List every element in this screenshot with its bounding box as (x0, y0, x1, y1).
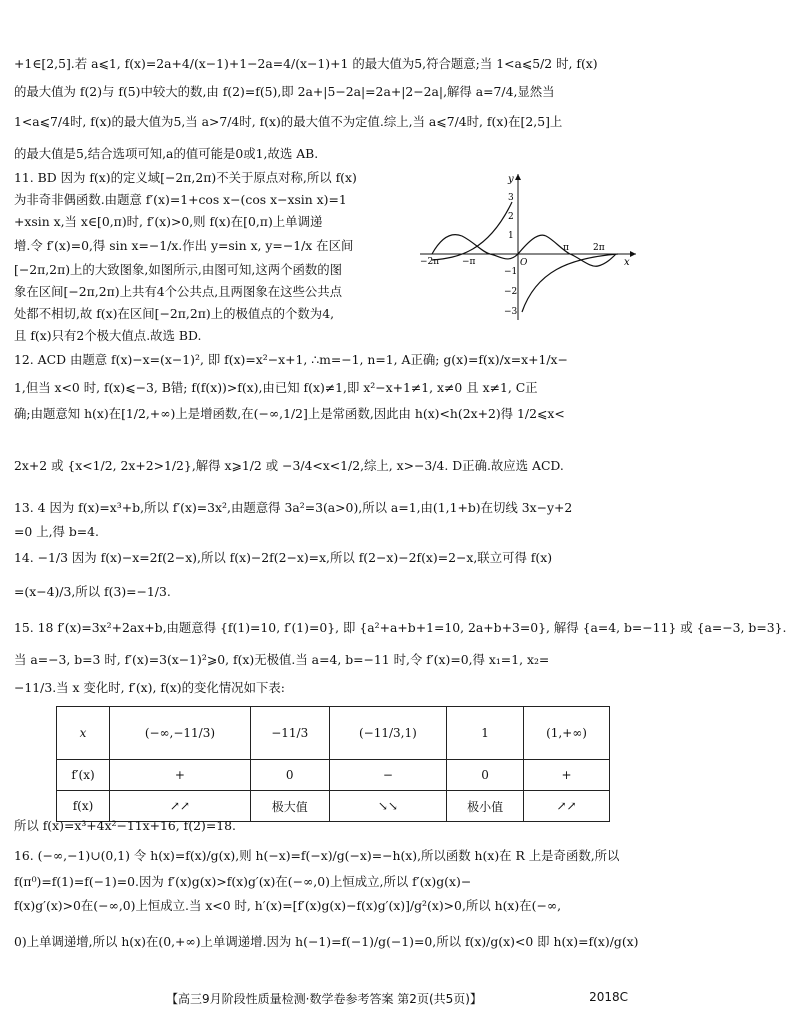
table-cell: + (109, 760, 250, 791)
table-cell: 极大值 (250, 791, 329, 822)
y-tick-label: −3 (504, 307, 518, 317)
x-tick-label: π (563, 243, 569, 253)
y-tick-label: 1 (508, 231, 514, 241)
table-cell: 0 (250, 760, 329, 791)
text-line: 的最大值是5,结合选项可知,a的值可能是0或1,故选 AB. (14, 146, 319, 161)
table-row (57, 791, 610, 822)
q15-line: −11/3.当 x 变化时, f′(x), f(x)的变化情况如下表: (14, 680, 285, 695)
y-tick-label: −2 (504, 287, 518, 297)
text-line: +1∈[2,5].若 a⩽1, f(x)=2a+4/(x−1)+1−2a=4/(x−1)+1 的最大值为5,符合题意;当 1<a⩽5/2 时, f(x) (14, 56, 598, 71)
table-cell: ↗↗ (524, 791, 610, 822)
table-cell: (−∞,−11/3) (109, 707, 250, 760)
q11-line: 11. BD 因为 f(x)的定义域[−2π,2π)不关于原点对称,所以 f(x) (14, 170, 357, 185)
q12-line: 12. ACD 由题意 f(x)−x=(x−1)², 即 f(x)=x²−x+1, ∴m=−1, n=1, A正确; g(x)=f(x)/x=x+1/x− (14, 352, 568, 367)
q14-line: =(x−4)/3,所以 f(3)=−1/3. (14, 584, 171, 599)
y-tick-label: 2 (508, 212, 514, 222)
q12-line: 1,但当 x<0 时, f(x)⩽−3, B错; f(f(x))>f(x),由已知 f(x)≠1,即 x²−x+1≠1, x≠0 且 x≠1, C正 (14, 380, 538, 395)
footer-code: 2018C (589, 990, 628, 1004)
origin-label: O (520, 258, 528, 268)
function-graph (418, 172, 640, 322)
q11-line: 处都不相切,故 f(x)在区间[−2π,2π)上的极值点的个数为4, (14, 306, 335, 321)
y-axis-label: y (508, 174, 514, 185)
q15-conclusion: 所以 f(x)=x³+4x²−11x+16, f(2)=18. (14, 818, 236, 833)
table-cell: − (329, 760, 447, 791)
table-cell: + (524, 760, 610, 791)
q13-line: 13. 4 因为 f(x)=x³+b,所以 f′(x)=3x²,由题意得 3a²=3(a>0),所以 a=1,由(1,1+b)在切线 3x−y+2 (14, 500, 573, 515)
table-cell: (1,+∞) (524, 707, 610, 760)
x-axis-arrow (630, 251, 636, 257)
q11-line: 象在区间[−2π,2π)上共有4个公共点,且两图象在这些公共点 (14, 284, 343, 299)
x-tick-label: 2π (593, 243, 605, 253)
reciprocal-curve-right (522, 254, 618, 312)
q16-line: 16. (−∞,−1)∪(0,1) 令 h(x)=f(x)/g(x),则 h(−x)=f(−x)/g(−x)=−h(x),所以函数 h(x)在 R 上是奇函数,所以 (14, 848, 620, 863)
x-tick-label: −2π (420, 257, 440, 267)
q13-line: =0 上,得 b=4. (14, 524, 99, 539)
table-cell: 0 (447, 760, 524, 791)
q11-line: 增.令 f′(x)=0,得 sin x=−1/x.作出 y=sin x, y=−1/x 在区间 (14, 238, 354, 253)
q11-line: +xsin x,当 x∈[0,π)时, f′(x)>0,则 f(x)在[0,π)上单调递 (14, 214, 323, 229)
q11-line: [−2π,2π)上的大致图象,如图所示,由图可知,这两个函数的图 (14, 262, 343, 277)
table-cell: ↘↘ (329, 791, 447, 822)
table-cell: ↗↗ (109, 791, 250, 822)
y-tick-label: −1 (504, 267, 518, 277)
q16-line: f(x)g′(x)>0在(−∞,0)上恒成立.当 x<0 时, h′(x)=[f′(x)g(x)−f(x)g′(x)]/g²(x)>0,所以 h(x)在(−∞, (14, 898, 562, 913)
x-axis-label: x (624, 257, 630, 268)
table-cell: 极小值 (447, 791, 524, 822)
table-cell: 1 (447, 707, 524, 760)
text-line: 1<a⩽7/4时, f(x)的最大值为5,当 a>7/4时, f(x)的最大值不为定值.综上,当 a⩽7/4时, f(x)在[2,5]上 (14, 114, 563, 129)
table-cell: x (57, 707, 110, 760)
q12-line: 2x+2 或 {x<1/2, 2x+2>1/2},解得 x⩾1/2 或 −3/4<x<1/2,综上, x>−3/4. D正确.故应选 ACD. (14, 458, 564, 473)
table-cell: f(x) (57, 791, 110, 822)
y-axis-arrow (515, 174, 521, 180)
q16-line: 0)上单调递增,所以 h(x)在(0,+∞)上单调递增.因为 h(−1)=f(−1)/g(−1)=0,所以 f(x)/g(x)<0 即 h(x)=f(x)/g(x) (14, 934, 639, 949)
footer-title: 【高三9月阶段性质量检测·数学卷参考答案 第2页(共5页)】 (166, 992, 482, 1006)
q15-line: 15. 18 f′(x)=3x²+2ax+b,由题意得 {f(1)=10, f′(1)=0}, 即 {a²+a+b+1=10, 2a+b+3=0}, 解得 {a=4, b=−11} 或 {a=−3, b=3}. (14, 620, 786, 635)
text-line: 的最大值为 f(2)与 f(5)中较大的数,由 f(2)=f(5),即 2a+|5−2a|=2a+|2−2a|,解得 a=7/4,显然当 (14, 84, 555, 99)
table-row (57, 707, 610, 760)
y-tick-label: 3 (508, 193, 514, 203)
variation-table (56, 706, 610, 822)
reciprocal-curve-left (432, 202, 512, 260)
q11-line: 为非奇非偶函数.由题意 f′(x)=1+cos x−(cos x−xsin x)=1 (14, 192, 347, 207)
q14-line: 14. −1/3 因为 f(x)−x=2f(2−x),所以 f(x)−2f(2−x)=x,所以 f(2−x)−2f(x)=2−x,联立可得 f(x) (14, 550, 553, 565)
x-tick-label: −π (462, 257, 476, 267)
q16-line: f(π⁰)=f(1)=f(−1)=0.因为 f′(x)g(x)>f(x)g′(x)在(−∞,0)上恒成立,所以 f′(x)g(x)− (14, 874, 472, 889)
table-cell: −11/3 (250, 707, 329, 760)
table-cell: f′(x) (57, 760, 110, 791)
q12-line: 确;由题意知 h(x)在[1/2,+∞)上是增函数,在(−∞,1/2]上是常函数,因此由 h(x)<h(2x+2)得 1/2⩽x< (14, 406, 565, 421)
q15-line: 当 a=−3, b=3 时, f′(x)=3(x−1)²⩾0, f(x)无极值.当 a=4, b=−11 时,令 f′(x)=0,得 x₁=1, x₂= (14, 652, 550, 667)
q11-line: 且 f(x)只有2个极大值点.故选 BD. (14, 328, 202, 343)
table-row (57, 760, 610, 791)
table-cell: (−11/3,1) (329, 707, 447, 760)
